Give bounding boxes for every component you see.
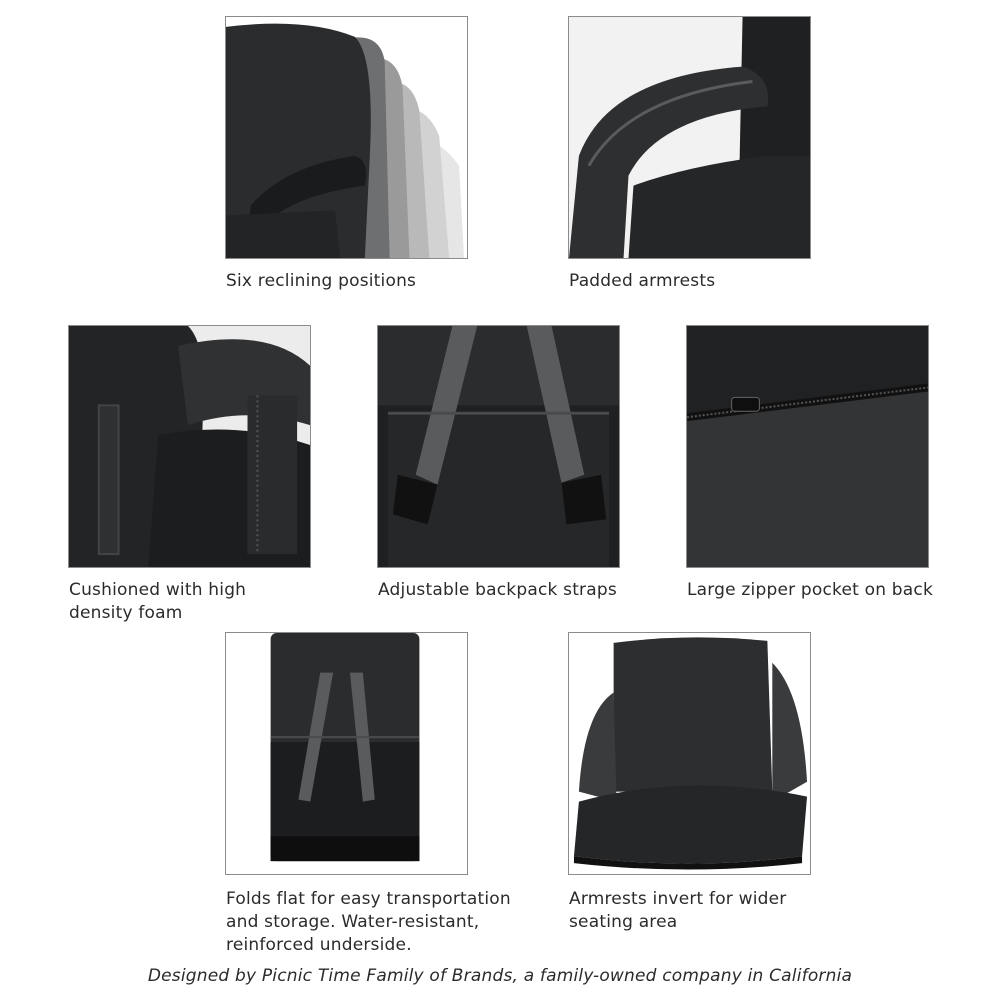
- feature-caption: Padded armrests: [569, 271, 716, 291]
- recline-image: [225, 16, 468, 259]
- feature-caption: Large zipper pocket on back: [687, 580, 933, 600]
- feature-caption: Six reclining positions: [226, 271, 417, 291]
- feature-caption: Armrests invert for wider seating area: [569, 889, 787, 932]
- feature-caption: Adjustable backpack straps: [378, 580, 617, 600]
- straps-image: [377, 325, 620, 568]
- feature-caption: Folds flat for easy transportation and storage. Water-resistant, reinforced underside.: [226, 889, 511, 955]
- feature-caption: Cushioned with high density foam: [69, 580, 247, 623]
- folded-image: [225, 632, 468, 875]
- footer-tagline: Designed by Picnic Time Family of Brands, a family-owned company in California: [147, 966, 853, 986]
- armrest-image: [568, 16, 811, 259]
- foam-image: [68, 325, 311, 568]
- zipper-image: [686, 325, 929, 568]
- seat-image: [568, 632, 811, 875]
